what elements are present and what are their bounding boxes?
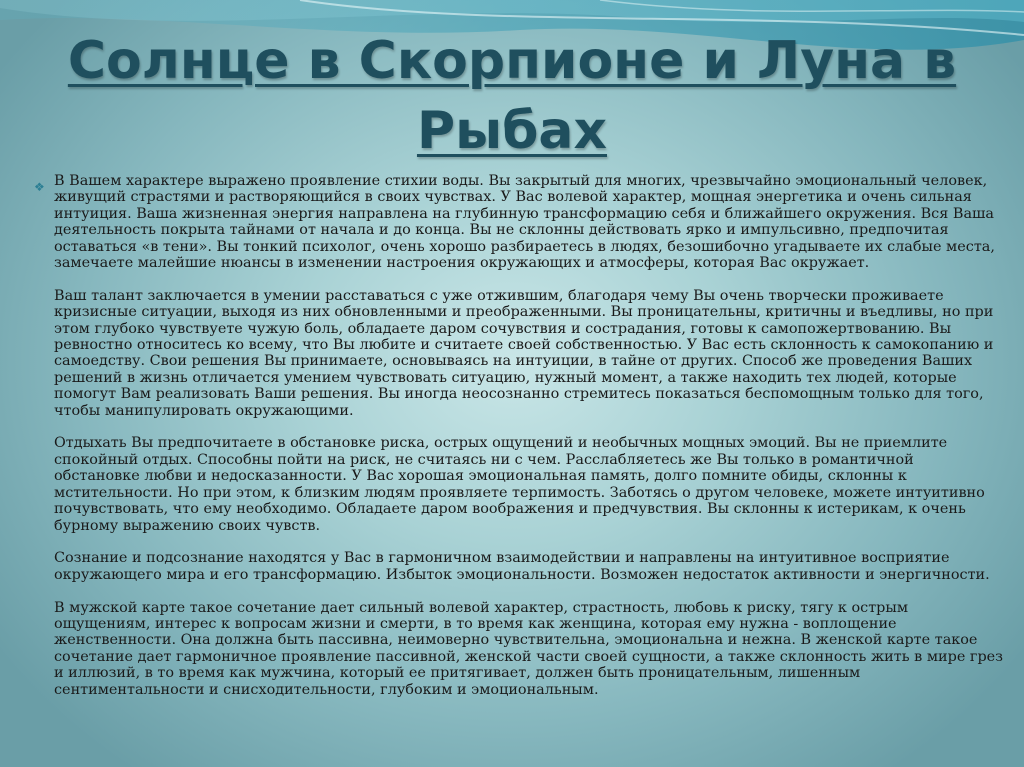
body-text (54, 173, 1004, 714)
paragraph-3: Отдыхать Вы предпочитаете в обстановке риска, острых ощущений и необычных мощных эмоций. Вы не приемлите спокойный отдых. Способны пойти на риск, не считаясь ни с чем. Расслабляетесь же Вы только в романтичной обстановке любви и недосказанности. У Вас хорошая эмоциональная память, долго помните обиды, склонны к мстительности. Но при этом, к близким людям проявляете терпимость. Заботясь о другом человеке, можете интуитивно почувствовать, что ему необходимо. Обладаете даром воображения и предчувствия. Вы склонны к истерикам, к очень бурному выражению своих чувств. (54, 435, 985, 534)
paragraph-4: Сознание и подсознание находятся у Вас в гармоничном взаимодействии и направлены на интуитивное восприятие окружающего мира и его трансформацию. Избыток эмоциональности. Возможен недостаток активности и энергичности. (54, 550, 990, 583)
bullet-icon: ❖ (34, 180, 45, 194)
paragraph-5: В мужской карте такое сочетание дает сильный волевой характер, страстность, любовь к риску, тягу к острым ощущениям, интерес к вопросам жизни и смерти, в то время как женщина, которая ему нужна - воплощение женственности. Она должна быть пассивна, неимоверно чувствительна, эмоциональна и нежна. В женской карте такое сочетание дает гармоничное проявление пассивной, женской части своей сущности, а также склонность жить в мире грез и иллюзий, в то время как мужчина, который ее притягивает, должен быть проницательным, лишенным сентиментальности и снисходительности, глубоким и эмоциональным. (54, 599, 1004, 698)
paragraph-1: В Вашем характере выражено проявление стихии воды. Вы закрытый для многих, чрезвычайно эмоциональный человек, живущий страстями и растворяющийся в своих чувствах. У Вас волевой характер, мощная энергетика и очень сильная интуиция. Ваша жизненная энергия направлена на глубинную трансформацию себя и ближайшего окружения. Вся Ваша деятельность покрыта тайнами от начала и до конца. Вы не склонны действовать ярко и импульсивно, предпочитая оставаться «в тени». Вы тонкий психолог, очень хорошо разбираетесь в людях, безошибочно угадываете их слабые места, замечаете малейшие нюансы в изменении настроения окружающих и атмосферы, которая Вас окружает. (54, 173, 995, 272)
slide-title: Солнце в Скорпионе и Луна в Рыбах (67, 31, 957, 161)
paragraph-2: Ваш талант заключается в умении расставаться с уже отжившим, благодаря чему Вы очень творчески проживаете кризисные ситуации, выходя из них обновленными и преображенными. Вы проницательны, критичны и въедливы, но при этом глубоко чувствуете чужую боль, обладаете даром сочувствия и сострадания, готовы к самопожертвованию. Вы ревностно относитесь ко всему, что Вы любите и считаете своей собственностью. У Вас есть склонность к самокопанию и самоедству. Свои решения Вы принимаете, основываясь на интуиции, в тайне от других. Способ же проведения Ваших решений в жизнь отличается умением чувствовать ситуацию, нужный момент, а также находить тех людей, которые помогут Вам реализовать Ваши решения. Вы иногда неосознанно стремитесь показаться беспомощным только для того, чтобы манипулировать окружающими. (54, 287, 994, 419)
